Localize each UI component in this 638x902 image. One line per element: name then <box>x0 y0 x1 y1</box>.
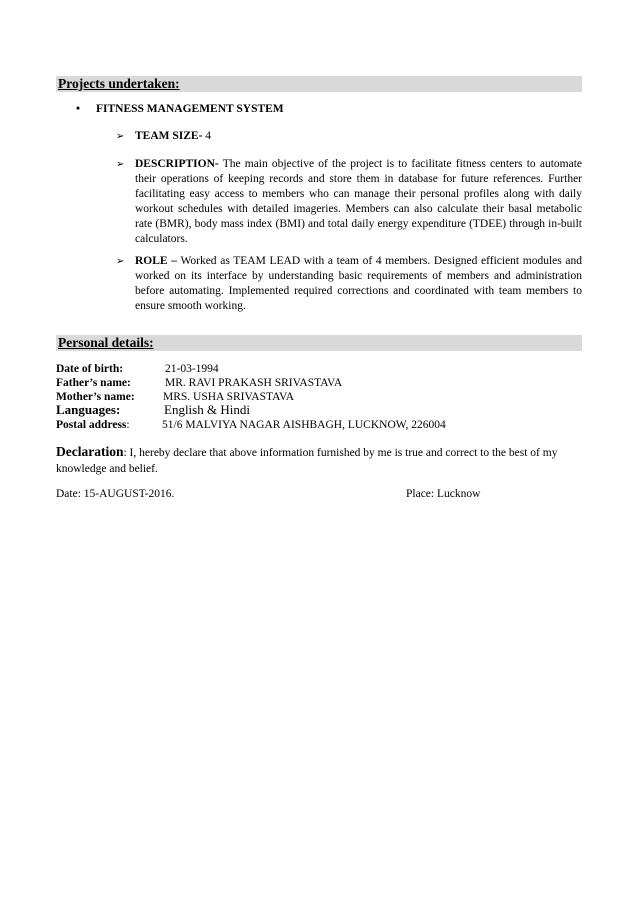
postal-address-row <box>56 418 446 432</box>
role-label: ROLE – <box>135 255 177 267</box>
dob-value: 21-03-1994 <box>165 363 219 375</box>
postal-address-value: 51/6 MALVIYA NAGAR AISHBAGH, LUCKNOW, 226004 <box>162 419 446 431</box>
mother-name-value: MRS. USHA SRIVASTAVA <box>163 391 295 403</box>
declaration-text: : I, hereby declare that above information furnished by me is true and correct to the best of my knowledge and belief. <box>56 447 558 475</box>
arrow-bullet-icon: ➢ <box>116 131 125 142</box>
role-text: Worked as TEAM LEAD with a team of 4 members. Designed efficient modules and worked on its interface by understanding basic requirements of members and administration before automating. Implemented required corrections and coordinated with team members to ensure smooth working. <box>135 255 582 312</box>
father-name-row <box>56 376 343 390</box>
arrow-bullet-icon: ➢ <box>116 256 125 267</box>
project-title-row <box>76 103 284 115</box>
description-label: DESCRIPTION- <box>135 158 219 170</box>
declaration-label: Declaration <box>56 444 124 459</box>
languages-label: Languages: <box>56 402 121 417</box>
project-title: FITNESS MANAGEMENT SYSTEM <box>96 103 284 115</box>
date-text: Date: 15-AUGUST-2016. <box>56 488 175 500</box>
description-item <box>116 157 582 247</box>
dob-label: Date of birth: <box>56 363 124 375</box>
bullet-icon: • <box>76 103 81 115</box>
father-name-label: Father’s name: <box>56 377 131 389</box>
place-text: Place: Lucknow <box>406 488 481 500</box>
languages-value: English & Hindi <box>164 402 250 417</box>
mother-name-label: Mother’s name: <box>56 391 135 403</box>
postal-address-label: Postal address <box>56 419 127 431</box>
team-size-item <box>116 129 582 144</box>
arrow-bullet-icon: ➢ <box>116 159 125 170</box>
declaration <box>56 444 582 477</box>
father-name-value: MR. RAVI PRAKASH SRIVASTAVA <box>165 377 343 389</box>
role-item <box>116 254 582 314</box>
personal-heading: Personal details: <box>56 335 582 351</box>
team-size-label: TEAM SIZE- <box>135 130 203 142</box>
dob-row <box>56 362 219 376</box>
projects-heading: Projects undertaken: <box>56 76 582 92</box>
languages-row <box>56 402 250 418</box>
postal-address-colon: : <box>126 419 130 431</box>
description-text: The main objective of the project is to facilitate fitness centers to automate their operations of keeping records and store them in database for future references. Further facilitating easy access to members who can manage their personal profiles along with daily workout schedules with detailed imageries. Members can also calculate their basal metabolic rate (BMR), body mass index (BMI) and total daily energy expenditure (TDEE) through in-built calculators. <box>135 158 582 245</box>
team-size-value: 4 <box>202 130 212 142</box>
